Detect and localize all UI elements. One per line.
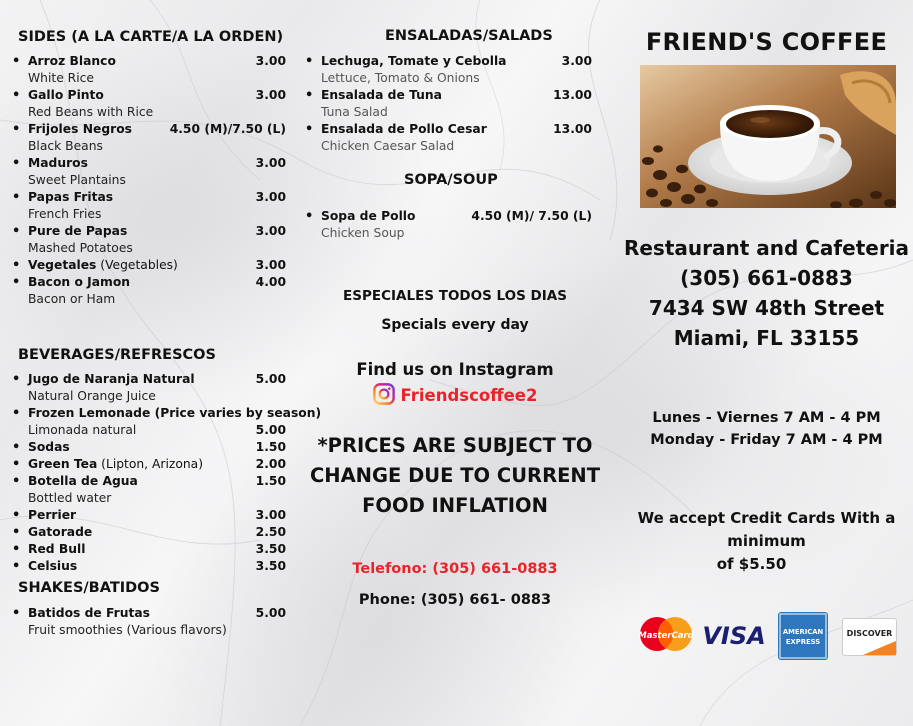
instagram-row[interactable] [305,383,605,405]
item-name: Ensalada de Pollo Cesar [321,122,487,136]
svg-text:AMERICAN: AMERICAN [782,628,824,636]
mastercard-logo [637,612,695,656]
soup-list [305,208,600,242]
instagram-handle[interactable]: Friendscoffee2 [400,386,538,405]
menu-item [12,541,292,558]
item-name: Celsius [28,559,78,573]
item-price: 3.50 [255,542,286,556]
business-city: Miami, FL 33155 [673,326,860,350]
item-name: Gatorade [28,525,93,539]
instagram-icon [373,383,395,405]
item-price: 4.00 [255,275,286,289]
item-name: Vegetales [28,258,97,272]
item-description: Black Beans [28,139,103,153]
svg-text:EXPRESS: EXPRESS [785,638,821,646]
left-column [12,0,322,726]
item-name: Sodas [28,440,70,454]
item-price: 3.00 [255,508,286,522]
business-type: Restaurant and Cafeteria [623,236,910,260]
menu-item [12,456,292,473]
item-description: Fruit smoothies (Various flavors) [28,623,227,637]
visa-label: VISA [702,622,766,650]
menu-item [305,53,600,87]
notice-line-1: *PRICES ARE SUBJECT TO [317,434,593,457]
item-price: 3.00 [255,88,286,102]
beverages-list [12,371,322,575]
beverages-title: BEVERAGES/REFRESCOS [18,347,216,363]
item-name: Pure de Papas [28,224,128,238]
item-name: Sopa de Pollo [321,209,416,223]
telefono-text: Telefono: (305) 661-0883 [352,561,558,577]
menu-item [12,155,292,189]
menu-item [12,189,292,223]
item-description: White Rice [28,71,94,85]
item-price: 2.00 [255,457,286,471]
item-price: 4.50 (M)/ 7.50 (L) [471,209,592,223]
specials-title: ESPECIALES TODOS LOS DIAS [343,288,567,304]
item-name: Botella de Agua [28,474,138,488]
item-description: Bottled water [28,491,112,505]
phone-text: Phone: (305) 661- 0883 [358,592,552,608]
menu-item [12,371,292,405]
right-column [620,0,913,726]
shakes-list [12,605,292,639]
menu-item [12,87,292,121]
business-name: FRIEND'S COFFEE [645,28,888,56]
item-price: 13.00 [553,88,592,102]
item-name: Lechuga, Tomate y Cebolla [321,54,507,68]
item-description: Natural Orange Juice [28,389,156,403]
notice-line-3: FOOD INFLATION [362,494,548,517]
item-price: 1.50 [255,474,286,488]
sides-list [12,53,292,308]
item-price: 3.00 [255,224,286,238]
menu-item [12,121,292,155]
specials-subtitle: Specials every day [381,317,529,333]
item-price: 13.00 [553,122,592,136]
payment-line-1: We accept Credit Cards With a [637,509,896,527]
item-name: Batidos de Frutas [28,606,150,620]
salads-title: ENSALADAS/SALADS [385,28,553,44]
item-price: 1.50 [255,440,286,454]
menu-item [12,223,292,257]
discover-logo [842,618,897,656]
item-price: 2.50 [255,525,286,539]
menu-item [12,439,292,456]
item-name: Bacon o Jamon [28,275,131,289]
instagram-label: Find us on Instagram [356,360,554,379]
item-note: (Lipton, Arizona) [97,457,203,471]
item-name: Maduros [28,156,88,170]
item-price: 5.00 [255,372,286,386]
hours-spanish: Lunes - Viernes 7 AM - 4 PM [652,410,881,426]
menu-item [12,473,292,507]
notice-line-2: CHANGE DUE TO CURRENT [309,464,601,487]
item-description: Mashed Potatoes [28,241,133,255]
menu-item [12,507,292,524]
item-name: Jugo de Naranja Natural [28,372,195,386]
item-name: Green Tea [28,457,98,471]
item-note: (Vegetables) [96,258,178,272]
item-description: Sweet Plantains [28,173,126,187]
item-price: 3.00 [255,190,286,204]
item-name: Frijoles Negros [28,122,132,136]
menu-item [305,208,600,242]
discover-label: DISCOVER [846,629,893,638]
shakes-title: SHAKES/BATIDOS [18,580,160,596]
item-name: Papas Fritas [28,190,114,204]
item-description: Red Beans with Rice [28,105,154,119]
menu-item [12,524,292,541]
item-price: 5.00 [255,423,286,437]
item-name: Red Bull [28,542,86,556]
item-description: Chicken Caesar Salad [321,139,455,153]
hours-english: Monday - Friday 7 AM - 4 PM [650,432,883,448]
item-description: Bacon or Ham [28,292,116,306]
middle-column [305,0,605,726]
payment-line-2: minimum [727,532,806,550]
item-name: Arroz Blanco [28,54,116,68]
item-name: Frozen Lemonade (Price varies by season) [28,406,322,420]
payment-line-3: of $5.50 [716,555,787,573]
business-phone: (305) 661-0883 [680,266,853,290]
item-name: Perrier [28,508,77,522]
item-price: 3.00 [255,156,286,170]
menu-item [12,605,292,639]
menu-item [12,53,292,87]
item-price: 4.50 (M)/7.50 (L) [169,122,286,136]
item-description: Tuna Salad [321,105,388,119]
salads-list [305,53,600,155]
menu-item [12,257,292,274]
sides-title: SIDES (A LA CARTE/A LA ORDEN) [18,29,284,45]
item-name: Gallo Pinto [28,88,104,102]
item-description: Chicken Soup [321,226,405,240]
mastercard-label: MasterCard [638,631,694,641]
item-price: 3.50 [255,559,286,573]
coffee-photo [640,65,896,208]
soup-title: SOPA/SOUP [404,172,498,188]
item-description: Limonada natural [28,423,137,437]
menu-item [12,558,292,575]
amex-logo [778,612,828,660]
visa-logo [700,612,768,656]
item-description: French Fries [28,207,102,221]
menu-item [305,87,600,121]
business-street: 7434 SW 48th Street [648,296,885,320]
menu-item [305,121,600,155]
item-price: 3.00 [255,54,286,68]
item-name: Ensalada de Tuna [321,88,442,102]
menu-item [12,274,292,308]
item-description: Lettuce, Tomato & Onions [321,71,480,85]
item-price: 3.00 [561,54,592,68]
menu-item [12,405,322,439]
item-price: 3.00 [255,258,286,272]
item-price: 5.00 [255,606,286,620]
